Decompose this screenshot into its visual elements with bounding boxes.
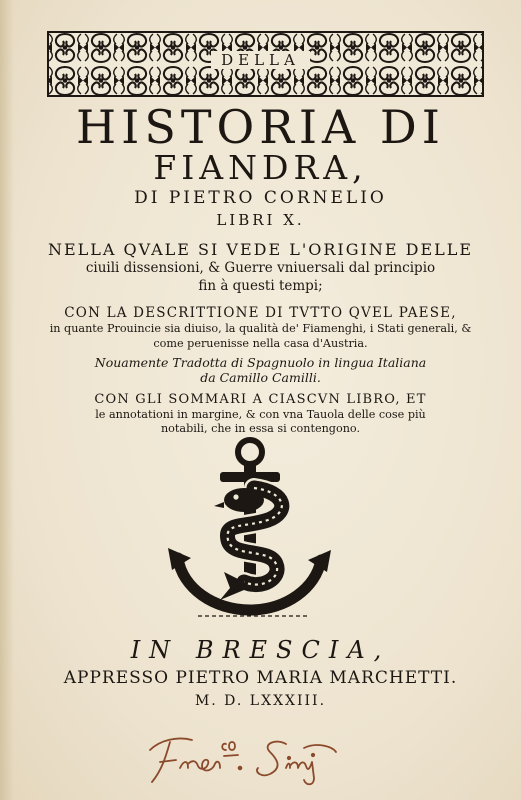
heading-small: DELLA xyxy=(211,51,310,69)
description-line-1: CON LA DESCRITTIONE DI TVTTO QVEL PAESE, xyxy=(64,305,457,321)
imprint-place: IN BRESCIA, xyxy=(130,636,391,664)
translation-line-1: Nouamente Tradotta di Spagnuolo in lingua Italiana xyxy=(94,355,427,370)
subtitle-line-1: NELLA QVALE SI VEDE L'ORIGINE DELLE xyxy=(47,240,474,259)
handwritten-signature xyxy=(136,728,366,788)
imprint-year: M. D. LXXXIII. xyxy=(194,693,327,709)
summary-line-1: CON GLI SOMMARI A CIASCVN LIBRO, ET xyxy=(94,392,427,407)
author-line: DI PIETRO CORNELIO xyxy=(134,188,387,208)
subtitle-line-3: fin à questi tempi; xyxy=(198,278,323,294)
description-line-2: in quante Prouincie sia diuiso, la qualità de' Fiamenghi, i Stati generali, & xyxy=(49,322,472,335)
subtitle-line-2: ciuili dissensioni, & Guerre vniuersali dal principio xyxy=(85,260,436,276)
anchor-dolphin-printer-device-icon xyxy=(158,430,338,622)
heading-second: FIANDRA, xyxy=(153,148,368,187)
summary-line-2: le annotationi in margine, & con vna Tauola delle cose più xyxy=(95,408,426,421)
books-line: LIBRI X. xyxy=(216,211,305,229)
heading-main: HISTORIA DI xyxy=(76,100,445,154)
translation-line-2: da Camillo Camilli. xyxy=(200,370,321,385)
summary-line-3: notabili, che in essa si contengono. xyxy=(160,422,361,435)
heading-small-row xyxy=(0,50,521,69)
imprint-printer: APPRESSO PIETRO MARIA MARCHETTI. xyxy=(63,668,458,688)
description-line-3: come peruenisse nella casa d'Austria. xyxy=(153,337,368,350)
